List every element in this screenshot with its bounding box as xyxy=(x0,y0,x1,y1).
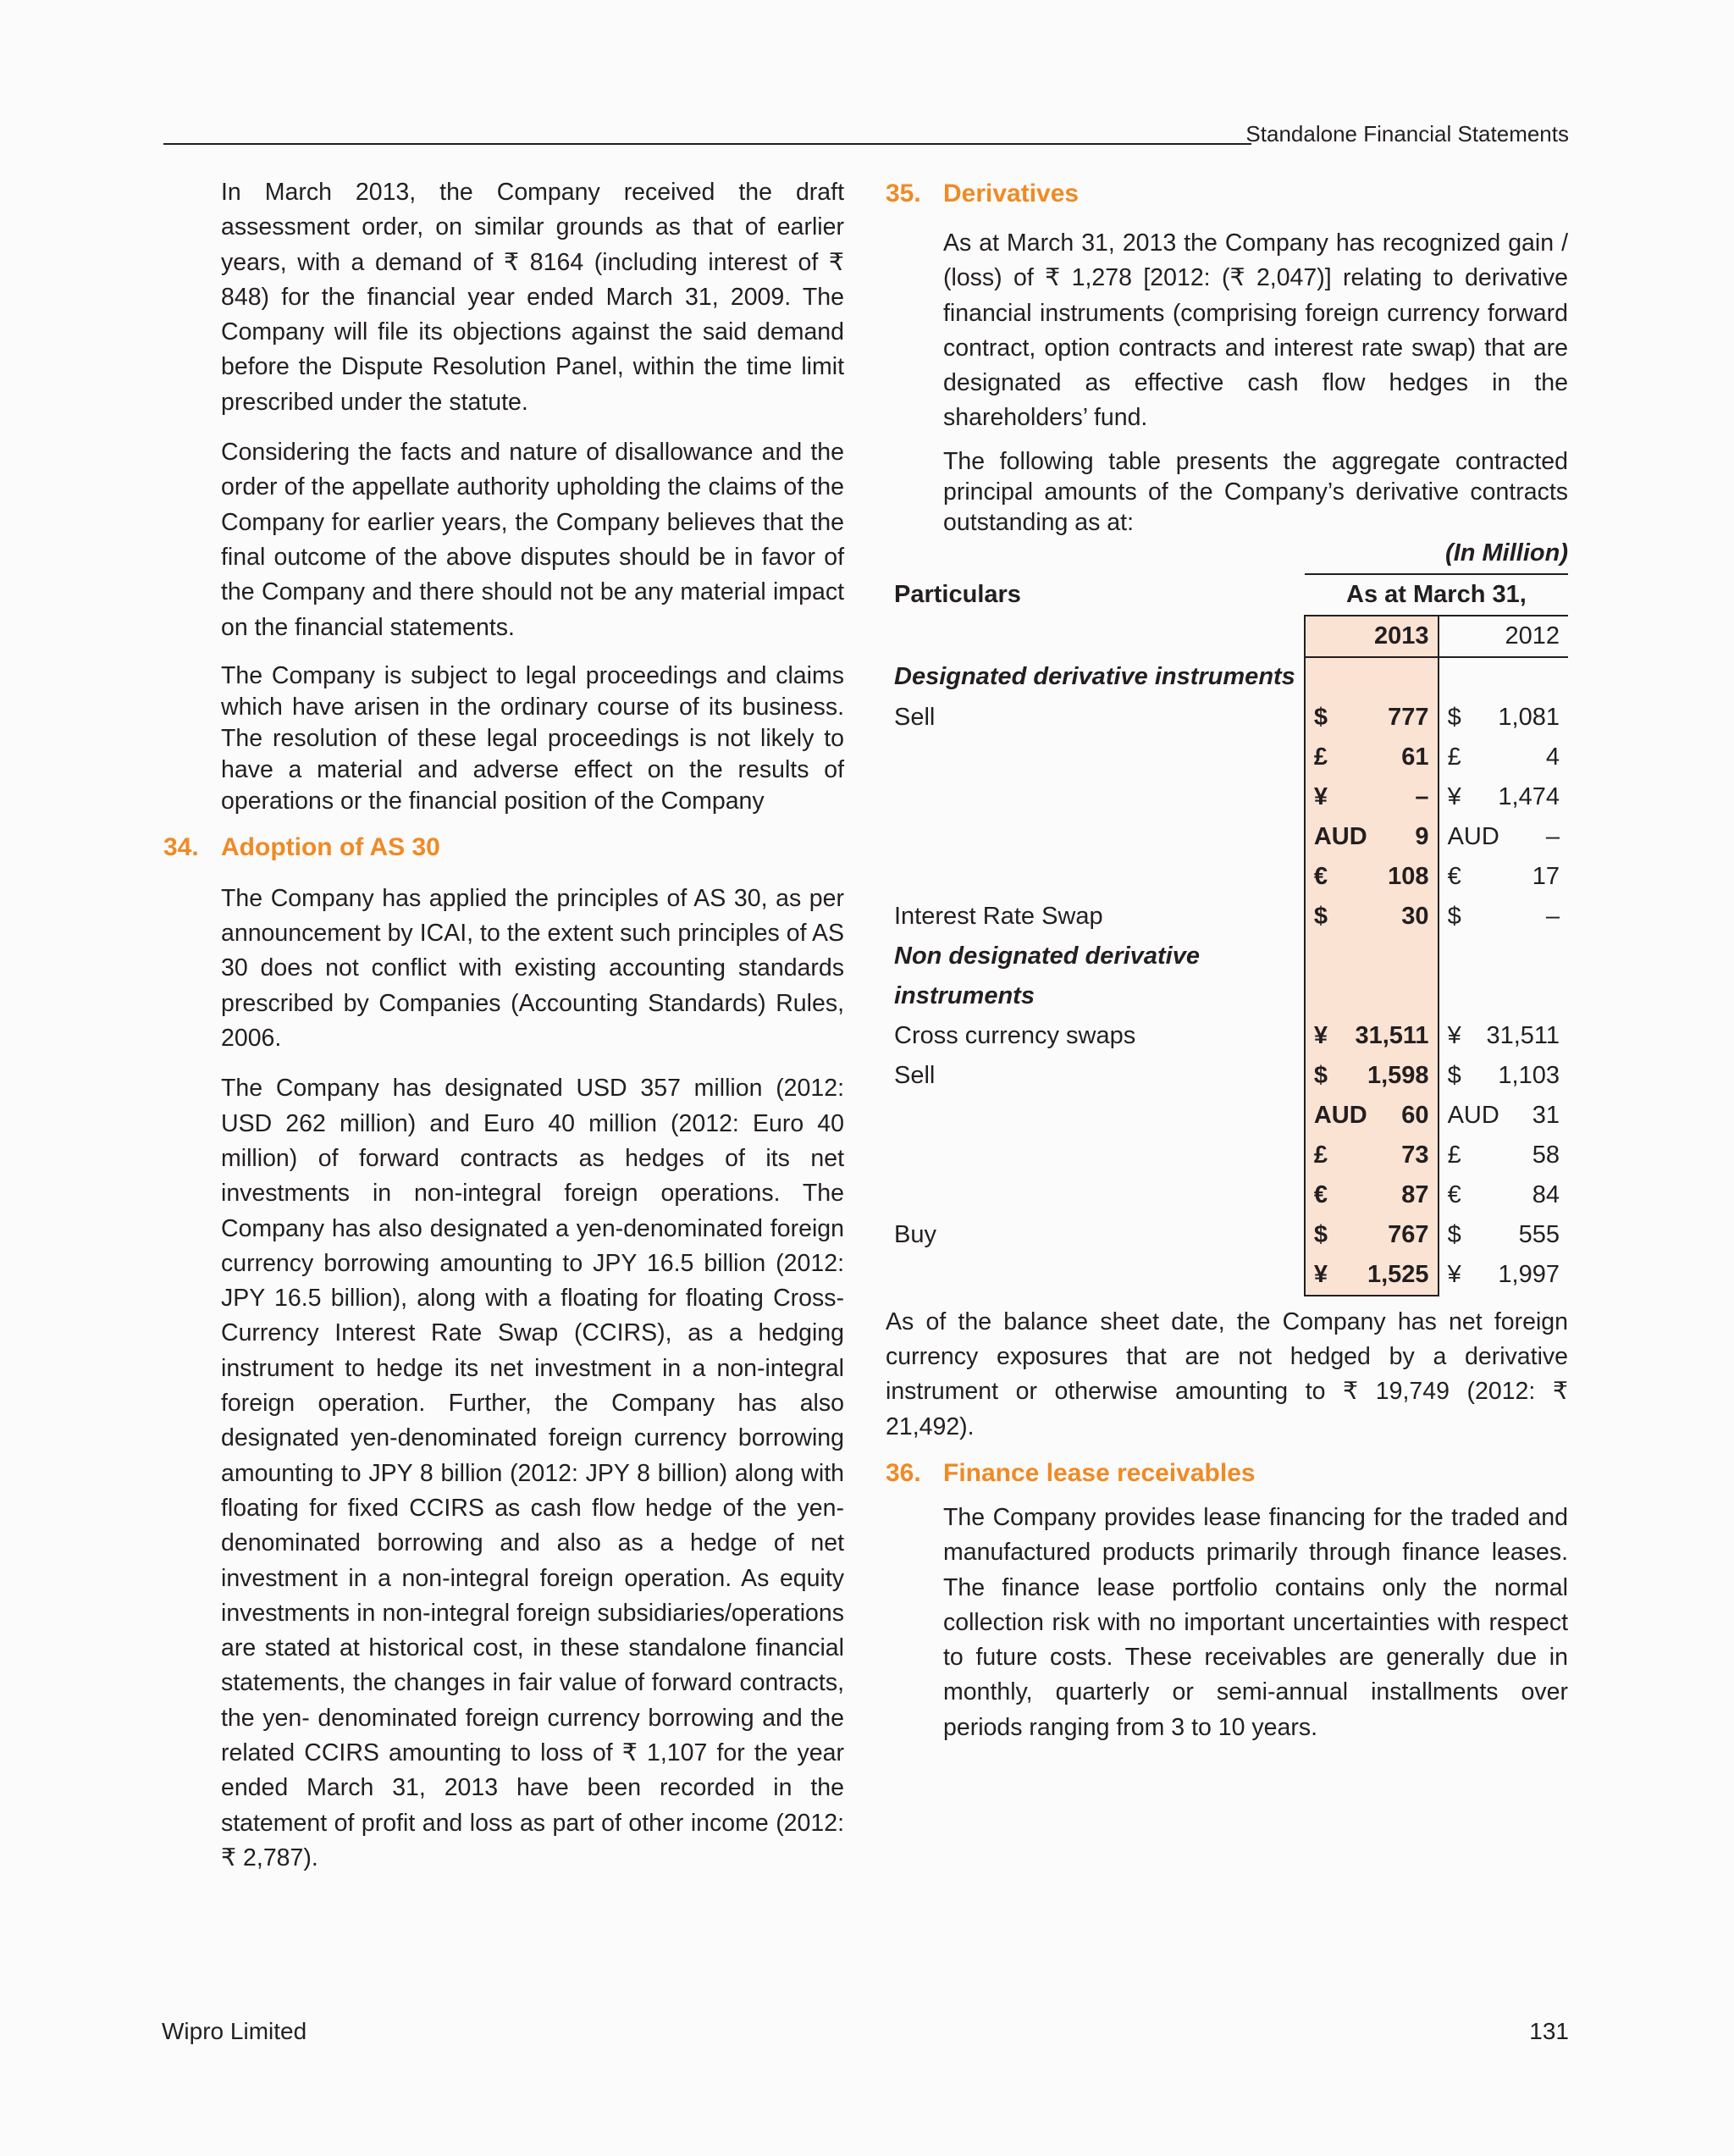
amount: 1,598 xyxy=(1367,1061,1429,1089)
currency-symbol: $ xyxy=(1313,703,1328,731)
table-row xyxy=(886,657,1568,698)
running-header: Standalone Financial Statements xyxy=(1245,121,1569,146)
table-row xyxy=(886,857,1568,897)
paragraph-draft-assessment: In March 2013, the Company received the draft assessment order, on similar grounds as that of earlier years, with a demand of ₹ 8164 (including interest of ₹ 848) for the financial year ended March 31, 2009. The Company will file its objections against the said demand before the Dispute Resolution Panel, within the time limit prescribed under the statute. xyxy=(221,179,844,416)
paragraph-as30: The Company has applied the principles of AS 30, as per announcement by ICAI, to the extent such principles of AS 30 does not conflict with existing accounting standards prescribed by Companies (Accounting Standards) Rules, 2006. xyxy=(221,884,844,1053)
value-2013 xyxy=(1305,657,1439,698)
header-year-2012: 2012 xyxy=(1439,616,1568,657)
amount: 108 xyxy=(1388,862,1429,890)
value-2013 xyxy=(1305,1175,1439,1215)
table-row xyxy=(886,698,1568,738)
amount: – xyxy=(1545,822,1560,850)
unit-label: (In Million) xyxy=(1445,539,1568,567)
amount: 1,997 xyxy=(1498,1261,1560,1289)
value-2012 xyxy=(1439,817,1568,857)
table-row xyxy=(886,777,1568,817)
amount: 87 xyxy=(1401,1180,1429,1208)
paragraph-hedges: The Company has designated USD 357 million (2012: USD 262 million) and Euro 40 million (2012: Euro 40 million) of forward contracts as hedges of its net investments in non-integral foreign operations. The Company has also designated a yen-denominated foreign currency borrowing amounting to JPY 16.5 billion (2012: JPY 16.5 billion), along with a floating for floating Cross-Currency Interest Rate Swap (CCIRS), as a hedging instrument to hedge its net investment in a non-integral foreign operation. Further, the Company has also designated yen-denominated foreign currency borrowing amounting to JPY 8 billion (2012: JPY 8 billion) along with floating for fixed CCIRS as cash flow hedge of the yen-denominated borrowing and also as a hedge of net investment in a non-integral foreign operation. As equity investments in non-integral foreign subsidiaries/operations are stated at historical cost, in these standalone financial statements, the changes in fair value of forward contracts, the yen- denominated foreign currency borrowing and the related CCIRS amounting to loss of ₹ 1,107 for the year ended March 31, 2013 have been recorded in the statement of profit and loss as part of other income (2012: ₹ 2,787). xyxy=(221,1075,844,1871)
header-as-at: As at March 31, xyxy=(1305,574,1568,616)
currency-symbol: £ xyxy=(1313,1141,1328,1169)
table-row xyxy=(886,1215,1568,1255)
table-row xyxy=(886,937,1568,976)
currency-symbol: $ xyxy=(1447,902,1461,930)
value-2012 xyxy=(1439,1016,1568,1056)
currency-symbol: ¥ xyxy=(1447,1021,1461,1049)
table-row xyxy=(886,738,1568,777)
row-particulars: Designated derivative instruments xyxy=(894,663,1295,691)
value-2013 xyxy=(1305,1136,1439,1175)
amount: 1,081 xyxy=(1498,703,1560,731)
currency-symbol: € xyxy=(1447,862,1461,890)
currency-symbol: AUD xyxy=(1447,1101,1499,1129)
value-2013 xyxy=(1305,857,1439,897)
section-35-heading xyxy=(886,175,1568,213)
amount: 61 xyxy=(1401,743,1429,771)
section-36-title: Finance lease receivables xyxy=(943,1458,1256,1487)
row-particulars xyxy=(886,857,1305,897)
row-particulars xyxy=(886,1175,1305,1215)
amount: 777 xyxy=(1388,703,1429,731)
row-particulars: Sell xyxy=(894,1061,936,1089)
currency-symbol: ¥ xyxy=(1447,1261,1461,1289)
amount: 1,525 xyxy=(1367,1260,1429,1288)
row-particulars xyxy=(886,1136,1305,1175)
value-2012 xyxy=(1439,857,1568,897)
value-2012 xyxy=(1439,1096,1568,1136)
row-particulars: Sell xyxy=(894,703,936,731)
amount: 9 xyxy=(1415,822,1429,850)
amount: 31 xyxy=(1532,1101,1560,1129)
section-34-number: 34. xyxy=(163,832,199,861)
table-row xyxy=(886,1056,1568,1096)
currency-symbol: AUD xyxy=(1447,822,1499,850)
currency-symbol: £ xyxy=(1447,743,1461,771)
row-particulars: instruments xyxy=(894,981,1035,1009)
row-particulars xyxy=(886,738,1305,777)
currency-symbol: $ xyxy=(1447,1220,1461,1248)
paragraph-legal-proceedings: The Company is subject to legal proceedings and claims which have arisen in the ordinary course of its business. The resolution of these legal proceedings is not likely to have a material and adverse effect on the results of operations or the financial position of the Company xyxy=(221,661,844,815)
amount: 60 xyxy=(1401,1101,1429,1129)
amount: 767 xyxy=(1388,1220,1429,1248)
section-35-number: 35. xyxy=(886,180,921,207)
currency-symbol: AUD xyxy=(1313,1101,1367,1129)
paragraph-disallowance: Considering the facts and nature of disallowance and the order of the appellate authority upholding the claims of the Company for earlier years, the Company believes that the final outcome of the above disputes should be in favor of the Company and there should not be any material impact on the financial statements. xyxy=(221,439,844,641)
currency-symbol: $ xyxy=(1313,1220,1328,1248)
header-year-2013: 2013 xyxy=(1305,616,1439,657)
paragraph-net-exposure: As of the balance sheet date, the Company has net foreign currency exposures that are not hedged by a derivative instrument or otherwise amounting to ₹ 19,749 (2012: ₹ 21,492). xyxy=(886,1307,1568,1440)
section-36-number: 36. xyxy=(886,1458,921,1487)
value-2013 xyxy=(1305,1056,1439,1096)
table-row xyxy=(886,1016,1568,1056)
value-2012 xyxy=(1439,1136,1568,1175)
currency-symbol: $ xyxy=(1447,1061,1461,1089)
value-2012 xyxy=(1439,738,1568,777)
amount: 30 xyxy=(1401,902,1429,930)
table-header-row xyxy=(886,574,1568,616)
value-2013 xyxy=(1305,817,1439,857)
amount: 73 xyxy=(1401,1141,1429,1169)
value-2012 xyxy=(1439,1255,1568,1296)
section-36-heading xyxy=(886,1455,1568,1492)
paragraph-finance-lease: The Company provides lease financing for the traded and manufactured products primarily through finance leases. The finance lease portfolio contains only the normal collection risk with no important uncertainties with respect to future costs. These receivables are generally due in monthly, quarterly or semi-annual installments over periods ranging from 3 to 10 years. xyxy=(943,1503,1568,1741)
value-2012 xyxy=(1439,976,1568,1016)
amount: 1,103 xyxy=(1498,1061,1560,1089)
value-2013 xyxy=(1305,738,1439,777)
footer-company: Wipro Limited xyxy=(162,2018,307,2044)
currency-symbol: £ xyxy=(1447,1141,1461,1169)
value-2013 xyxy=(1305,1215,1439,1255)
currency-symbol: ¥ xyxy=(1313,1260,1328,1288)
table-row xyxy=(886,817,1568,857)
currency-symbol: $ xyxy=(1313,902,1328,930)
currency-symbol: £ xyxy=(1313,743,1328,771)
amount: 31,511 xyxy=(1486,1021,1560,1049)
value-2012 xyxy=(1439,1056,1568,1096)
footer-page-number: 131 xyxy=(1529,2018,1569,2044)
value-2012 xyxy=(1439,657,1568,698)
table-row xyxy=(886,1255,1568,1296)
row-particulars xyxy=(886,1255,1305,1296)
paragraph-table-intro: The following table presents the aggregate contracted principal amounts of the Company’s derivative contracts outstanding as at: xyxy=(943,447,1568,536)
currency-symbol: € xyxy=(1313,1180,1328,1208)
paragraph-derivatives-gain: As at March 31, 2013 the Company has recognized gain / (loss) of ₹ 1,278 [2012: (₹ 2,047)] relating to derivative financial instruments (comprising foreign currency forward contract, option contracts and interest rate swap) that are designated as effective cash flow hedges in the shareholders’ fund. xyxy=(943,229,1568,432)
right-column xyxy=(886,175,1568,1745)
section-34-heading xyxy=(163,829,844,866)
value-2012 xyxy=(1439,1175,1568,1215)
amount: 31,511 xyxy=(1355,1021,1429,1049)
header-rule xyxy=(163,143,1251,145)
amount: 555 xyxy=(1518,1220,1560,1248)
value-2013 xyxy=(1305,777,1439,817)
value-2013 xyxy=(1305,1255,1439,1296)
table-row xyxy=(886,1136,1568,1175)
left-column xyxy=(163,175,844,1876)
row-particulars: Cross currency swaps xyxy=(894,1021,1136,1049)
value-2012 xyxy=(1439,897,1568,937)
table-year-row xyxy=(886,616,1568,657)
value-2013 xyxy=(1305,1096,1439,1136)
row-particulars xyxy=(886,1096,1305,1136)
currency-symbol: € xyxy=(1313,862,1328,890)
amount: 1,474 xyxy=(1498,782,1560,810)
currency-symbol: $ xyxy=(1447,703,1461,731)
row-particulars: Interest Rate Swap xyxy=(894,902,1103,930)
value-2012 xyxy=(1439,777,1568,817)
value-2013 xyxy=(1305,1016,1439,1056)
amount: – xyxy=(1415,782,1429,810)
table-row xyxy=(886,1096,1568,1136)
currency-symbol: ¥ xyxy=(1313,1021,1328,1049)
currency-symbol: ¥ xyxy=(1313,782,1328,810)
amount: 84 xyxy=(1532,1180,1560,1208)
section-35-title: Derivatives xyxy=(943,180,1080,207)
row-particulars xyxy=(886,817,1305,857)
amount: – xyxy=(1545,902,1560,930)
section-34-title: Adoption of AS 30 xyxy=(221,832,440,861)
row-particulars xyxy=(886,777,1305,817)
currency-symbol: ¥ xyxy=(1447,782,1461,810)
currency-symbol: $ xyxy=(1313,1061,1328,1089)
value-2013 xyxy=(1305,698,1439,738)
value-2012 xyxy=(1439,698,1568,738)
amount: 4 xyxy=(1545,743,1560,771)
amount: 58 xyxy=(1532,1141,1560,1169)
value-2012 xyxy=(1439,937,1568,976)
value-2013 xyxy=(1305,897,1439,937)
row-particulars: Buy xyxy=(894,1220,936,1248)
derivatives-table xyxy=(886,573,1568,1296)
value-2013 xyxy=(1305,976,1439,1016)
table-row xyxy=(886,976,1568,1016)
currency-symbol: AUD xyxy=(1313,822,1367,850)
table-row xyxy=(886,1175,1568,1215)
amount: 17 xyxy=(1532,862,1560,890)
currency-symbol: € xyxy=(1447,1180,1461,1208)
table-row xyxy=(886,897,1568,937)
value-2012 xyxy=(1439,1215,1568,1255)
row-particulars: Non designated derivative xyxy=(894,942,1200,970)
header-particulars: Particulars xyxy=(894,580,1021,608)
value-2013 xyxy=(1305,937,1439,976)
